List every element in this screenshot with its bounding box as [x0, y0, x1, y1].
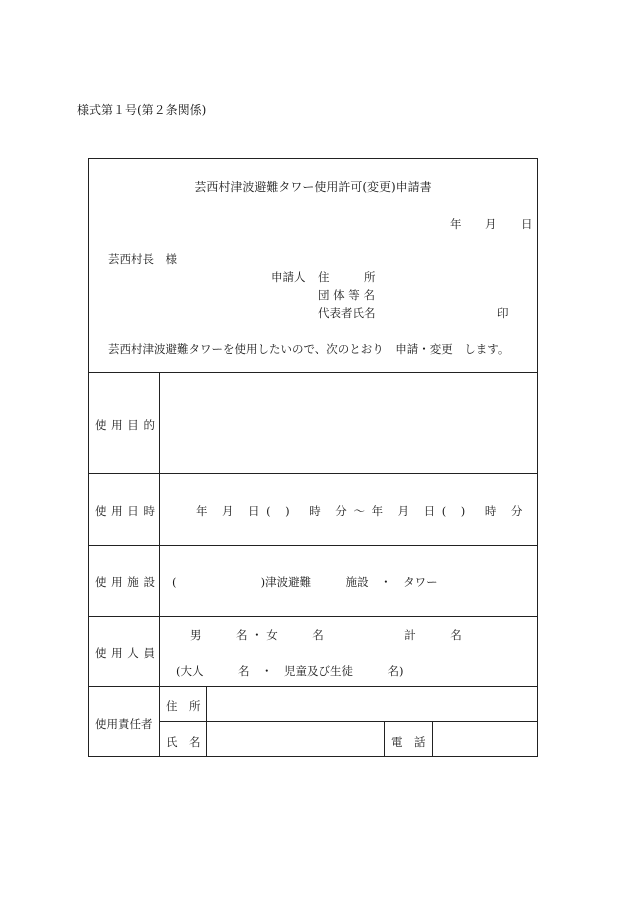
facility-field[interactable]: ( )津波避難 施設 ・ タワー: [172, 575, 438, 589]
divider-responsible: [159, 721, 538, 722]
form-number: 様式第１号(第２条関係): [77, 103, 207, 117]
seal-mark: 印: [497, 306, 509, 320]
divider-header: [88, 372, 538, 373]
applicant-address-label: 住 所: [318, 270, 376, 284]
people-label: 使 用 人 員: [95, 646, 156, 660]
datetime-label: 使 用 日 時: [95, 504, 156, 518]
purpose-label: 使 用 目 的: [95, 418, 156, 432]
facility-label: 使 用 施 設: [95, 575, 156, 589]
responsible-label: 使用責任者: [95, 717, 153, 731]
people-age-line[interactable]: (大人 名 ・ 児童及び生徒 名): [176, 664, 404, 678]
divider-facility: [88, 616, 538, 617]
phone-right-divider: [432, 721, 433, 757]
responsible-phone-field[interactable]: [436, 725, 534, 753]
date-month: 月: [485, 217, 497, 231]
responsible-phone-label: 電 話: [391, 735, 426, 749]
divider-people: [88, 686, 538, 687]
applicant-label: 申請人: [271, 270, 306, 284]
date-year: 年: [450, 217, 462, 231]
datetime-field[interactable]: 年 月 日 ( ) 時 分 ～ 年 月 日 ( ) 時 分: [196, 504, 524, 518]
date-day: 日: [521, 217, 533, 231]
people-gender-line[interactable]: 男 名 ・ 女 名 計 名: [190, 628, 462, 642]
responsible-address-label: 住 所: [166, 699, 201, 713]
applicant-representative-label: 代表者氏名: [318, 306, 376, 320]
responsible-name-label: 氏 名: [166, 735, 201, 749]
label-column-divider: [159, 372, 160, 757]
divider-purpose: [88, 473, 538, 474]
application-statement: 芸西村津波避難タワーを使用したいので、次のとおり 申請・変更 します。: [108, 342, 510, 356]
responsible-subdivider: [206, 686, 207, 757]
divider-datetime: [88, 545, 538, 546]
form-title: 芸西村津波避難タワー使用許可(変更)申請書: [194, 180, 432, 194]
applicant-group-label: 団 体 等 名: [318, 288, 375, 302]
addressee: 芸西村長 様: [108, 252, 177, 266]
responsible-address-field[interactable]: [210, 690, 534, 718]
responsible-name-field[interactable]: [210, 725, 380, 753]
purpose-field[interactable]: [166, 380, 532, 466]
phone-left-divider: [384, 721, 385, 757]
